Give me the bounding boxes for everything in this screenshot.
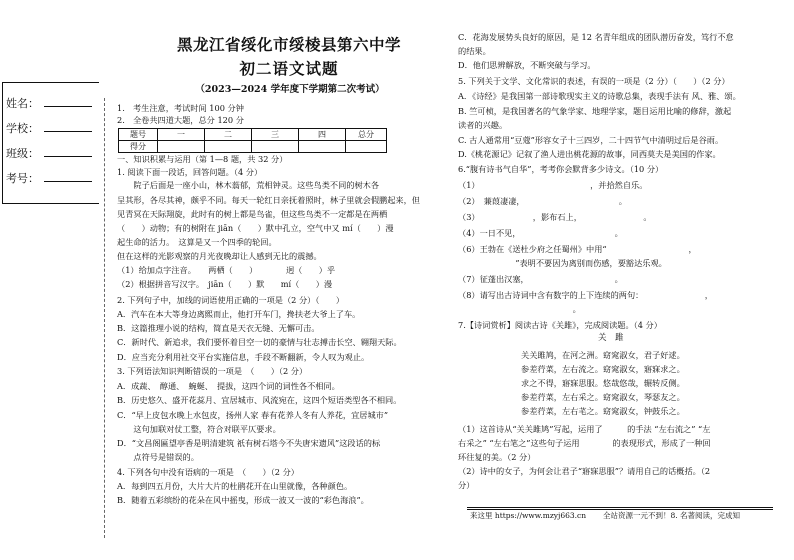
score-cell[interactable] — [252, 141, 299, 153]
poem-line: 参差荇菜，左右芼之。窈窕淑女，钟鼓乐之。 — [521, 406, 685, 416]
left-line: B．历史悠久、盛开花蕊月、宜居城市、风流宛在，这四个短语类型各不相同。 — [117, 395, 402, 405]
score-header-cell: 题号 — [119, 129, 158, 141]
poem-line: 求之不得，寤寐思服。悠哉悠哉，辗转反侧。 — [521, 378, 685, 388]
score-cell[interactable] — [205, 141, 252, 153]
right-line: C．花海发展势头良好的原因，是 12 名青年组成的团队潜历奋发，笃行不怠 — [458, 32, 734, 42]
right-line: 5. 下列关于文学、文化常识的表述，有误的一项是（2 分）（ ）（2 分） — [458, 76, 730, 86]
left-line: 见青冥在天际翔旋，此时有的树上都是鸟雀，但这些鸟类不一定都是在两栖 — [117, 209, 388, 219]
left-line: （2）根据拼音写汉字。 jiān（ ）默 mí（ ）漫 — [117, 279, 333, 289]
left-line: C．“早上皮包水晚上水包皮，扬州人家 春有花养人冬有人养花，宜居城市” — [117, 410, 389, 420]
score-table — [118, 128, 387, 153]
left-line: A．成蔬、 醇通、 蜿蜒、 提拔，这四个词的词性各不相同。 — [117, 381, 340, 391]
right-line: （4）一日不见， 。 — [458, 228, 623, 238]
right-line: A．《诗经》是我国第一部诗歌现实主义的诗歌总集，表现手法有 风、雅、颂。 — [458, 91, 741, 101]
left-line: A．汽车在本大等身边离熙而止，他打开车门，搀扶老大爷上了车。 — [117, 309, 361, 319]
left-line: 但在这样的光影观察的月光夜晚却让人感到无比的震撼。 — [117, 251, 322, 261]
left-line: 4. 下列各句中没有语病的一项是 （ ）（2 分） — [117, 467, 299, 477]
score-header-cell: 二 — [205, 129, 252, 141]
right-line: （1）这首诗从“关关雎鸠”写起，运用了 的手法 “左右流之” “左 — [458, 424, 711, 434]
side-label-number: 考号： — [6, 172, 39, 185]
class-field[interactable] — [44, 156, 92, 157]
left-line: 2. 下列句子中，加线的词语使用正确的一项是（2 分）（ ） — [117, 295, 345, 305]
left-line: 1. 阅读下面一段话，回答问题。（4 分） — [117, 167, 263, 177]
side-label-school: 学校： — [6, 122, 39, 135]
score-header-cell: 三 — [252, 129, 299, 141]
poem-line: 参差荇菜，左右流之。窈窕淑女，寤寐求之。 — [521, 364, 685, 374]
left-line: 3. 下列语法知识判断错误的一项是 （ ）（2 分） — [117, 366, 308, 376]
right-line: 6.“腹有诗书气自华”，考考你会默背多少诗文。（10 分） — [458, 164, 664, 174]
left-line: 呈其形，各尽其神，颇乎不同。每天一轮红日亲抚着照时，林子里就会假鹏起来，但 — [117, 195, 420, 205]
term-line: （2023—2024 学年度下学期第二次考试） — [195, 84, 385, 95]
score-header-cell: 总分 — [346, 129, 387, 141]
right-line: （6）王勃在《送杜少府之任蜀州》中用“ ， — [458, 244, 734, 254]
left-line: 点符号是错误的。 — [117, 452, 199, 462]
score-value-row — [119, 141, 387, 153]
right-line: C. 古人通常用“豆蔻”形容女子十三四岁，二十四节气中清明过后是谷雨。 — [458, 135, 724, 145]
note-2: 2. 全卷共四道大题，总分 120 分 — [117, 115, 244, 125]
score-cell[interactable] — [346, 141, 387, 153]
right-line: （2）诗中的女子，为何会让君子“寤寐思服”？请用自己的话概括。（2 — [458, 466, 711, 476]
right-line: （1） ，并拾然自乐。 — [458, 180, 648, 190]
school-title: 黑龙江省绥化市绥棱县第六中学 — [176, 35, 401, 54]
left-line: D．应当充分利用社交平台实施信息，手段不断翻新，令人叹为观止。 — [117, 352, 370, 362]
poem-title: 关 雎 — [598, 333, 624, 343]
left-line: A．每到四五月份，大片大片的杜鹃花开在山里就像，各种颜色。 — [117, 481, 353, 491]
note-1: 1. 考生注意，考试时间 100 分钟 — [117, 103, 244, 113]
exam-title: 初二语文试题 — [239, 59, 339, 78]
right-line: 的结果。 — [458, 46, 491, 56]
left-line: 院子后面是一座小山，林木蓊郁，荒相钟灵。这些鸟类不同的树木各 — [117, 180, 380, 190]
left-line: 一、知识积累与运用（第 1—8 题，共 32 分） — [117, 154, 288, 164]
left-line: B．这篇推理小说的结构，简直是天衣无缝、无懈可击。 — [117, 323, 320, 333]
name-field[interactable] — [44, 106, 92, 107]
left-line: 起生命的活力。 这算是又一个四季的轮回。 — [117, 237, 277, 247]
score-row-label: 得分 — [119, 141, 158, 153]
right-line: （3） ，影布石上， 。 — [458, 212, 652, 222]
footer-rule — [467, 507, 773, 508]
footer-right: 全站资源一元不到！8. 名著阅读，完成知 — [603, 511, 741, 520]
right-line: （2） 蒹葭凄凄， 。 — [458, 196, 627, 206]
right-line: （8）请写出古诗词中含有数字的上下连续的两句： ， — [458, 290, 713, 300]
score-cell[interactable] — [299, 141, 346, 153]
left-line: （ ）动物；有的树附在 jiān（ ）默中孔立，空气中又 mí（ ）漫 — [117, 223, 394, 233]
score-header-cell: 四 — [299, 129, 346, 141]
right-line: （7）征蓬出汉塞， 。 — [458, 274, 623, 284]
left-line: （1）给加点字注音。 两栖（ ） 迥（ ）乎 — [117, 265, 336, 275]
score-header-row — [119, 129, 387, 141]
side-label-class: 班级： — [6, 147, 39, 160]
left-line: C．新时代、新追求，我们要怀着目空一切的豪情与壮志搏击长空、翱翔天际。 — [117, 337, 402, 347]
poem-line: 参差荇菜，左右采之。窈窕淑女，琴瑟友之。 — [521, 392, 685, 402]
number-field[interactable] — [44, 181, 92, 182]
poem-line: 关关雎鸠，在河之洲。窈窕淑女，君子好逑。 — [521, 350, 685, 360]
right-line: ”表明不要因为离别而伤感，要豁达乐观。 — [458, 258, 667, 268]
score-header-cell: 一 — [158, 129, 205, 141]
right-line: 右采之” “左右笔之”这些句子运用 的表现形式，形成了一种回 — [458, 438, 711, 448]
school-field[interactable] — [44, 131, 92, 132]
left-line: B．随着五彩缤纷的花朵在风中摇曳，形成一波又一波的“彩色海浪”。 — [117, 495, 369, 505]
right-line: 分） — [458, 480, 475, 490]
left-line: 这句加联对仗工整，符合对联平仄要求。 — [117, 424, 281, 434]
right-line: D.《桃花源记》记叙了渔人进出桃花源的故事，同西莫夫是美国的作家。 — [458, 149, 721, 159]
right-line: 环往复的美。（2 分） — [458, 452, 536, 462]
side-label-name: 姓名： — [6, 97, 39, 110]
footer-left: 来这里 https://www.mzyj663.cn — [470, 511, 587, 520]
score-cell[interactable] — [158, 141, 205, 153]
right-line: 。 — [458, 304, 581, 314]
right-line: B. 竺可桢，是我国著名的气象学家、地理学家，题目运用比喻的修辞，激起 — [458, 106, 732, 116]
left-line: D．“文昌阁匾望亭香是明清建筑 祇有树石塔今不失唐宋遗风”这段话的标 — [117, 438, 381, 448]
footer-rule-2 — [467, 509, 773, 510]
right-line: 7.【诗词赏析】阅读古诗《关雎》，完成阅读题。（4 分） — [458, 320, 662, 330]
right-line: D．他们思辨解放，不断突破与学习。 — [458, 60, 596, 70]
right-line: 读者的兴趣。 — [458, 120, 508, 130]
binding-line — [104, 98, 105, 538]
